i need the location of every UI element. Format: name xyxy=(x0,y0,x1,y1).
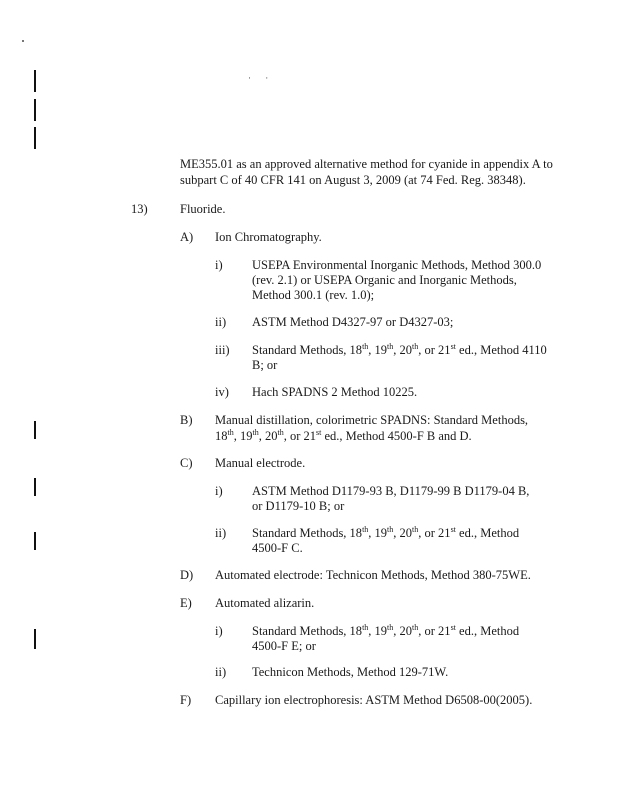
subitem-number: ii) xyxy=(215,665,227,679)
subitem-text: (rev. 2.1) or USEPA Organic and Inorganic Methods, xyxy=(252,273,517,287)
subitem-text: ASTM Method D4327-97 or D4327-03; xyxy=(252,315,454,329)
subitem-text: Standard Methods, 18th, 19th, 20th, or 21st ed., Method xyxy=(252,622,520,638)
item-text: Manual electrode. xyxy=(215,456,306,470)
item-text: Capillary ion electrophoresis: ASTM Method D6508-00(2005). xyxy=(215,693,533,707)
subitem-text: ASTM Method D1179-93 B, D1179-99 B D1179-04 B, xyxy=(252,484,530,498)
subitem-text: Hach SPADNS 2 Method 10225. xyxy=(252,385,418,399)
change-bar xyxy=(34,421,36,439)
section-title: Fluoride. xyxy=(180,202,226,216)
change-bar xyxy=(34,127,36,149)
item-text: Ion Chromatography. xyxy=(215,230,322,244)
change-bar xyxy=(34,629,36,649)
item-text: Manual distillation, colorimetric SPADNS: Standard Methods, xyxy=(215,413,529,427)
subitem-number: iii) xyxy=(215,343,230,357)
change-bar xyxy=(34,532,36,550)
change-bar xyxy=(34,478,36,496)
subitem-text: B; or xyxy=(252,358,278,372)
item-letter: D) xyxy=(180,568,194,582)
subitem-number: i) xyxy=(215,258,223,272)
intro-line: subpart C of 40 CFR 141 on August 3, 2009 (at 74 Fed. Reg. 38348). xyxy=(180,173,526,187)
item-letter: F) xyxy=(180,693,192,707)
subitem-number: ii) xyxy=(215,315,227,329)
subitem-text: 4500-F C. xyxy=(252,541,303,555)
subitem-number: i) xyxy=(215,624,223,638)
item-letter: B) xyxy=(180,413,193,427)
subitem-text: Standard Methods, 18th, 19th, 20th, or 21st ed., Method xyxy=(252,524,520,540)
item-letter: E) xyxy=(180,596,192,610)
scan-marks: · · xyxy=(248,73,275,83)
subitem-text: Standard Methods, 18th, 19th, 20th, or 21st ed., Method 4110 xyxy=(252,341,547,357)
subitem-text: 4500-F E; or xyxy=(252,639,316,653)
change-bar xyxy=(34,70,36,92)
subitem-text: USEPA Environmental Inorganic Methods, Method 300.0 xyxy=(252,258,542,272)
section-number: 13) xyxy=(131,202,148,216)
subitem-text: Technicon Methods, Method 129-71W. xyxy=(252,665,449,679)
subitem-number: ii) xyxy=(215,526,227,540)
item-text: Automated electrode: Technicon Methods, Method 380-75WE. xyxy=(215,568,531,582)
subitem-text: or D1179-10 B; or xyxy=(252,499,345,513)
intro-line: ME355.01 as an approved alternative method for cyanide in appendix A to xyxy=(180,157,553,171)
subitem-text: Method 300.1 (rev. 1.0); xyxy=(252,288,375,302)
scan-speck xyxy=(22,40,24,42)
subitem-number: iv) xyxy=(215,385,229,399)
item-letter: C) xyxy=(180,456,193,470)
change-bar xyxy=(34,99,36,121)
item-letter: A) xyxy=(180,230,194,244)
subitem-number: i) xyxy=(215,484,223,498)
item-text: 18th, 19th, 20th, or 21st ed., Method 4500-F B and D. xyxy=(215,427,472,443)
item-text: Automated alizarin. xyxy=(215,596,315,610)
